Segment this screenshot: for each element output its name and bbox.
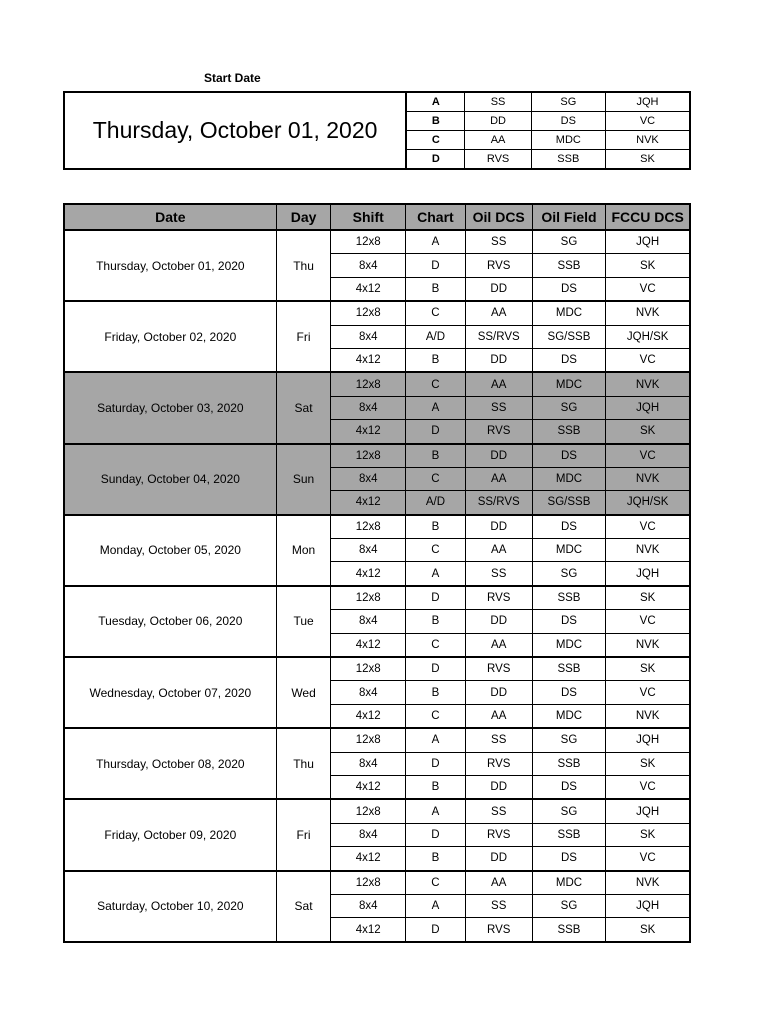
oil-cell: AA [465,871,532,895]
oil-cell: SS/RVS [465,325,532,348]
shift-cell: 4x12 [331,633,406,657]
oil-cell: DD [465,515,532,539]
chart-cell: C [406,372,466,396]
oil-cell: AA [465,539,532,562]
legend-cell: SSB [531,150,605,170]
fccu-cell: NVK [606,539,690,562]
day-cell: Tue [276,586,331,657]
chart-cell: A/D [406,325,466,348]
shift-cell: 8x4 [331,254,406,277]
fccu-cell: JQH [606,799,690,823]
table-row [64,586,690,610]
day-cell: Fri [276,799,331,870]
table-row [64,301,690,325]
fccu-cell: NVK [606,467,690,490]
shift-cell: 8x4 [331,325,406,348]
table-row [64,799,690,823]
fccu-cell: SK [606,254,690,277]
fccu-cell: VC [606,348,690,372]
field-cell: SG [532,799,606,823]
oil-cell: RVS [465,254,532,277]
field-cell: DS [532,610,606,633]
fccu-cell: VC [606,681,690,704]
oil-cell: AA [465,467,532,490]
fccu-cell: VC [606,444,690,468]
chart-cell: A [406,894,466,917]
column-header: Oil DCS [465,204,532,230]
oil-cell: DD [465,681,532,704]
shift-cell: 12x8 [331,444,406,468]
fccu-cell: JQH [606,230,690,254]
date-cell: Friday, October 09, 2020 [64,799,276,870]
day-cell: Wed [276,657,331,728]
fccu-cell: JQH [606,562,690,586]
oil-cell: SS [465,396,532,419]
shift-cell: 8x4 [331,396,406,419]
legend-cell: DS [531,112,605,131]
field-cell: MDC [532,301,606,325]
oil-cell: RVS [465,823,532,846]
date-cell: Wednesday, October 07, 2020 [64,657,276,728]
oil-cell: RVS [465,586,532,610]
shift-cell: 12x8 [331,728,406,752]
oil-cell: AA [465,301,532,325]
fccu-cell: JQH/SK [606,491,690,515]
chart-cell: C [406,539,466,562]
fccu-cell: SK [606,823,690,846]
shift-cell: 8x4 [331,539,406,562]
shift-cell: 8x4 [331,823,406,846]
date-cell: Saturday, October 03, 2020 [64,372,276,443]
chart-cell: A [406,728,466,752]
fccu-cell: VC [606,515,690,539]
field-cell: DS [532,277,606,301]
chart-cell: B [406,681,466,704]
shift-cell: 4x12 [331,348,406,372]
field-cell: SG [532,396,606,419]
shift-cell: 12x8 [331,871,406,895]
column-header: Chart [406,204,466,230]
legend-cell: JQH [605,92,690,112]
shift-cell: 12x8 [331,586,406,610]
field-cell: DS [532,681,606,704]
oil-cell: DD [465,444,532,468]
legend-cell: C [406,131,465,150]
oil-cell: SS/RVS [465,491,532,515]
shift-cell: 4x12 [331,420,406,444]
oil-cell: SS [465,230,532,254]
date-cell: Saturday, October 10, 2020 [64,871,276,942]
field-cell: SSB [532,823,606,846]
column-header: Shift [331,204,406,230]
start-date-label: Start Date [204,71,261,85]
shift-cell: 4x12 [331,847,406,871]
oil-cell: RVS [465,752,532,775]
start-date-value: Thursday, October 01, 2020 [64,92,406,169]
chart-cell: C [406,871,466,895]
field-cell: SG/SSB [532,491,606,515]
oil-cell: AA [465,633,532,657]
fccu-cell: VC [606,847,690,871]
oil-cell: RVS [465,420,532,444]
chart-cell: B [406,444,466,468]
fccu-cell: NVK [606,301,690,325]
legend-cell: SG [531,92,605,112]
field-cell: MDC [532,467,606,490]
fccu-cell: JQH [606,396,690,419]
chart-cell: A [406,230,466,254]
chart-cell: A/D [406,491,466,515]
chart-cell: A [406,396,466,419]
day-cell: Sun [276,444,331,515]
day-cell: Mon [276,515,331,586]
chart-cell: B [406,348,466,372]
oil-cell: RVS [465,918,532,942]
field-cell: SG/SSB [532,325,606,348]
fccu-cell: NVK [606,871,690,895]
legend-cell: DD [465,112,531,131]
legend-row [64,92,690,112]
fccu-cell: NVK [606,633,690,657]
shift-cell: 4x12 [331,704,406,728]
field-cell: DS [532,444,606,468]
shift-cell: 12x8 [331,515,406,539]
oil-cell: AA [465,372,532,396]
table-row [64,871,690,895]
legend-cell: A [406,92,465,112]
field-cell: MDC [532,372,606,396]
shift-cell: 8x4 [331,681,406,704]
shift-cell: 12x8 [331,372,406,396]
oil-cell: SS [465,562,532,586]
legend-cell: B [406,112,465,131]
shift-cell: 8x4 [331,467,406,490]
schedule-table [63,203,691,943]
oil-cell: SS [465,799,532,823]
chart-cell: D [406,420,466,444]
table-row [64,515,690,539]
shift-cell: 12x8 [331,799,406,823]
oil-cell: SS [465,728,532,752]
column-header: Date [64,204,276,230]
fccu-cell: VC [606,775,690,799]
day-cell: Thu [276,230,331,301]
chart-cell: A [406,562,466,586]
oil-cell: DD [465,775,532,799]
legend-cell: RVS [465,150,531,170]
chart-cell: B [406,277,466,301]
chart-cell: B [406,610,466,633]
fccu-cell: NVK [606,372,690,396]
field-cell: DS [532,515,606,539]
table-row [64,728,690,752]
schedule-header-row [64,204,690,230]
field-cell: SG [532,562,606,586]
day-cell: Thu [276,728,331,799]
field-cell: SG [532,728,606,752]
chart-cell: C [406,633,466,657]
field-cell: SG [532,894,606,917]
legend-cell: AA [465,131,531,150]
table-row [64,444,690,468]
chart-cell: C [406,704,466,728]
field-cell: MDC [532,539,606,562]
date-cell: Tuesday, October 06, 2020 [64,586,276,657]
chart-cell: D [406,823,466,846]
shift-cell: 12x8 [331,301,406,325]
fccu-cell: VC [606,277,690,301]
shift-cell: 4x12 [331,491,406,515]
oil-cell: RVS [465,657,532,681]
date-cell: Thursday, October 01, 2020 [64,230,276,301]
field-cell: SSB [532,420,606,444]
chart-cell: B [406,847,466,871]
legend-cell: VC [605,112,690,131]
shift-cell: 8x4 [331,610,406,633]
legend-cell: SS [465,92,531,112]
chart-cell: C [406,467,466,490]
fccu-cell: JQH/SK [606,325,690,348]
column-header: FCCU DCS [606,204,690,230]
column-header: Day [276,204,331,230]
chart-cell: A [406,799,466,823]
oil-cell: DD [465,348,532,372]
fccu-cell: VC [606,610,690,633]
chart-cell: D [406,918,466,942]
field-cell: SSB [532,254,606,277]
fccu-cell: JQH [606,728,690,752]
fccu-cell: JQH [606,894,690,917]
field-cell: SSB [532,586,606,610]
chart-cell: D [406,752,466,775]
legend-cell: D [406,150,465,170]
oil-cell: DD [465,610,532,633]
day-cell: Sat [276,871,331,942]
column-header: Oil Field [532,204,606,230]
fccu-cell: SK [606,918,690,942]
field-cell: SSB [532,657,606,681]
fccu-cell: SK [606,420,690,444]
date-cell: Monday, October 05, 2020 [64,515,276,586]
shift-cell: 8x4 [331,752,406,775]
shift-cell: 12x8 [331,657,406,681]
legend-cell: NVK [605,131,690,150]
fccu-cell: NVK [606,704,690,728]
start-date-box [63,91,691,170]
oil-cell: AA [465,704,532,728]
fccu-cell: SK [606,586,690,610]
oil-cell: DD [465,277,532,301]
table-row [64,657,690,681]
shift-cell: 8x4 [331,894,406,917]
fccu-cell: SK [606,657,690,681]
date-cell: Friday, October 02, 2020 [64,301,276,372]
chart-cell: D [406,254,466,277]
field-cell: DS [532,847,606,871]
field-cell: DS [532,348,606,372]
oil-cell: SS [465,894,532,917]
date-cell: Thursday, October 08, 2020 [64,728,276,799]
field-cell: MDC [532,704,606,728]
chart-cell: B [406,515,466,539]
oil-cell: DD [465,847,532,871]
chart-cell: D [406,657,466,681]
field-cell: SSB [532,918,606,942]
field-cell: MDC [532,871,606,895]
shift-cell: 4x12 [331,775,406,799]
day-cell: Fri [276,301,331,372]
legend-cell: MDC [531,131,605,150]
field-cell: SG [532,230,606,254]
field-cell: MDC [532,633,606,657]
shift-cell: 12x8 [331,230,406,254]
table-row [64,230,690,254]
legend-cell: SK [605,150,690,170]
chart-cell: B [406,775,466,799]
field-cell: DS [532,775,606,799]
table-row [64,372,690,396]
shift-cell: 4x12 [331,277,406,301]
fccu-cell: SK [606,752,690,775]
shift-cell: 4x12 [331,562,406,586]
shift-cell: 4x12 [331,918,406,942]
date-cell: Sunday, October 04, 2020 [64,444,276,515]
chart-cell: D [406,586,466,610]
field-cell: SSB [532,752,606,775]
chart-cell: C [406,301,466,325]
day-cell: Sat [276,372,331,443]
